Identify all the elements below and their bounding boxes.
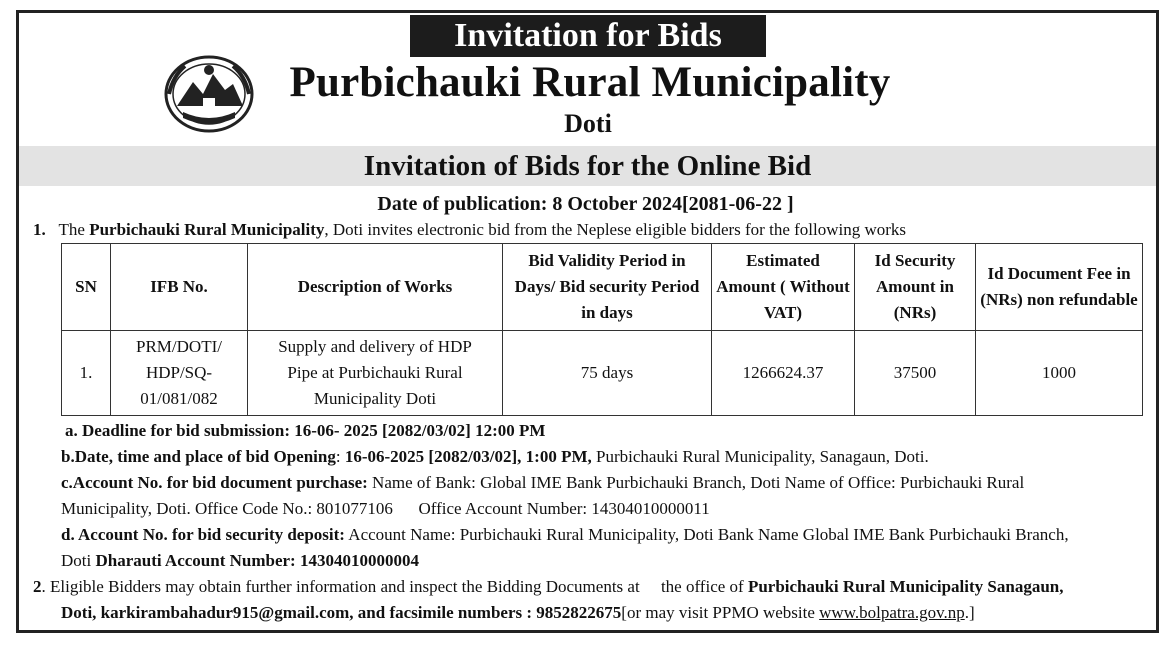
cell-validity: 75 days: [503, 331, 712, 416]
header-validity: Bid Validity Period in Days/ Bid security Period in days: [503, 244, 712, 331]
district-name: Doti: [564, 109, 612, 138]
intro-post: , Doti invites electronic bid from the Neplese eligible bidders for the following works: [324, 220, 907, 239]
item-d-account: Dharauti Account Number: 14304010000004: [95, 551, 419, 570]
cell-document-fee: 1000: [976, 331, 1143, 416]
cell-description: Supply and delivery of HDP Pipe at Purbichauki Rural Municipality Doti: [248, 331, 503, 416]
item-c-account: Office Account Number: 14304010000011: [418, 499, 710, 518]
intro-number: 1.: [33, 220, 46, 239]
item-b-date: 16-06-2025 [2082/03/02], 1:00 PM,: [344, 447, 592, 466]
item-d-line2: [61, 548, 419, 574]
cell-security-amount: 37500: [855, 331, 976, 416]
item-2-end: .]: [964, 603, 975, 622]
header-description: Description of Works: [248, 244, 503, 331]
ppmo-website-link[interactable]: www.bolpatra.gov.np: [819, 603, 965, 622]
organization-name: Purbichauki Rural Municipality: [289, 59, 891, 106]
item-2-mid: the office of: [660, 577, 748, 596]
item-2-line1: [33, 574, 1063, 600]
item-b-rest: Purbichauki Rural Municipality, Sanagaun, Doti.: [591, 447, 929, 466]
subtitle: Invitation of Bids for the Online Bid: [19, 146, 1156, 186]
item-d-label: d. Account No. for bid security deposit:: [61, 525, 345, 544]
table-header-row: [62, 244, 1143, 331]
item-c-line2: [61, 496, 710, 522]
item-d-line1: [61, 522, 1069, 548]
cell-estimated-amount: 1266624.37: [712, 331, 855, 416]
header-security-amount: Id Security Amount in (NRs): [855, 244, 976, 331]
item-2-contact: Doti, karkirambahadur915@gmail.com, and facsimile numbers : 9852822675: [61, 603, 622, 622]
banner-title: Invitation for Bids: [410, 15, 766, 57]
intro-org: Purbichauki Rural Municipality: [89, 220, 325, 239]
table-row: [62, 331, 1143, 416]
item-b-opening: [61, 444, 929, 470]
item-d-rest: Account Name: Purbichauki Rural Municipality, Doti Bank Name Global IME Bank Purbichauki Branch,: [344, 525, 1069, 544]
intro-paragraph: [33, 217, 906, 243]
item-2-line2: [61, 600, 975, 626]
item-b-label: b.Date, time and place of bid Opening: [61, 447, 336, 466]
item-2-org: Purbichauki Rural Municipality Sanagaun,: [747, 577, 1064, 596]
item-2-pre: . Eligible Bidders may obtain further information and inspect the Bidding Documents at: [41, 577, 640, 596]
item-c-label: c.Account No. for bid document purchase:: [61, 473, 368, 492]
item-c-line1: [61, 470, 1024, 496]
item-2-visit: [or may visit PPMO website: [621, 603, 820, 622]
item-d-pre: Doti: [61, 551, 96, 570]
header-document-fee: Id Document Fee in (NRs) non refundable: [976, 244, 1143, 331]
item-c-office-code: Municipality, Doti. Office Code No.: 801077106: [61, 499, 393, 518]
cell-ifb: PRM/DOTI/ HDP/SQ-01/081/082: [111, 331, 248, 416]
publication-date: Date of publication: 8 October 2024[2081-06-22 ]: [377, 193, 794, 215]
item-b-sep: :: [335, 447, 345, 466]
item-2-number: 2: [33, 577, 42, 596]
header-sn: SN: [62, 244, 111, 331]
item-c-rest: Name of Bank: Global IME Bank Purbichauki Branch, Doti Name of Office: Purbichauki Rural: [367, 473, 1025, 492]
item-a-deadline: a. Deadline for bid submission: 16-06- 2025 [2082/03/02] 12:00 PM: [65, 421, 546, 440]
cell-sn: 1.: [62, 331, 111, 416]
header-estimated-amount: Estimated Amount ( Without VAT): [712, 244, 855, 331]
intro-pre: The: [58, 220, 90, 239]
header-ifb: IFB No.: [111, 244, 248, 331]
bids-table: [61, 243, 1143, 416]
